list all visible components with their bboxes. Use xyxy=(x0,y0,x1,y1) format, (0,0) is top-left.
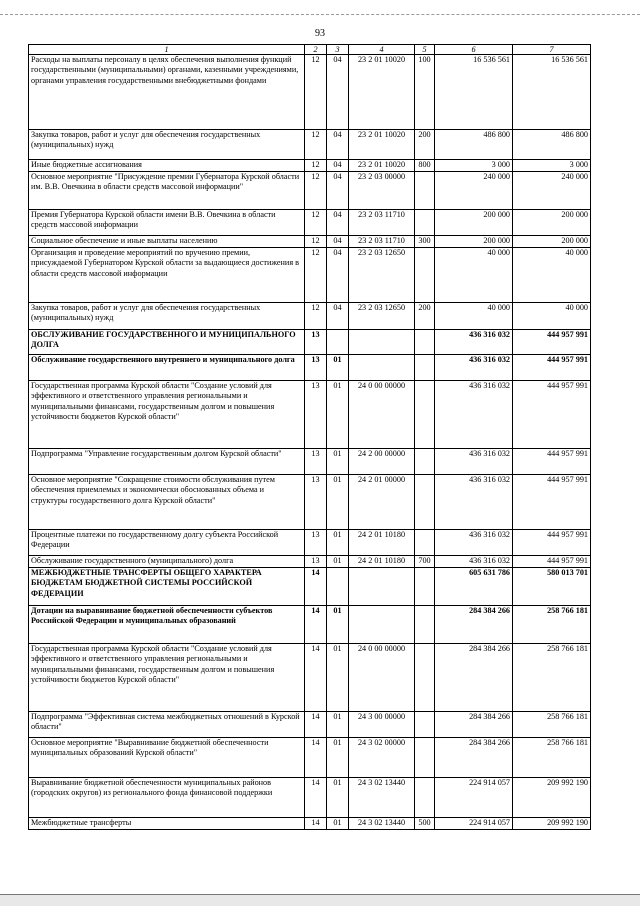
expense-type-cell xyxy=(415,475,435,530)
table-row xyxy=(29,172,591,210)
section-code-cell: 12 xyxy=(305,303,327,330)
row-name-cell: МЕЖБЮДЖЕТНЫЕ ТРАНСФЕРТЫ ОБЩЕГО ХАРАКТЕРА БЮДЖЕТАМ БЮДЖЕТНОЙ СИСТЕМЫ РОССИЙСКОЙ ФЕДЕРАЦИИ xyxy=(29,568,305,606)
table-row xyxy=(29,738,591,778)
row-name-cell: Основное мероприятие "Сокращение стоимости обслуживания путем обеспечения приемлемых и экономически обоснованных объема и структуры государственного долга Курской области" xyxy=(29,475,305,530)
expense-type-cell: 200 xyxy=(415,130,435,160)
section-code-cell: 12 xyxy=(305,160,327,172)
row-name-cell: ОБСЛУЖИВАНИЕ ГОСУДАРСТВЕННОГО И МУНИЦИПАЛЬНОГО ДОЛГА xyxy=(29,330,305,355)
column-header: 2 xyxy=(305,45,327,55)
row-name-cell: Государственная программа Курской области "Создание условий для эффективного и ответственного управления региональными и муниципальными финансами, государственным долгом и повышения устойчивости бюджетов Курской области" xyxy=(29,644,305,712)
amount-year2-cell: 209 992 190 xyxy=(513,818,591,830)
row-name-cell: Выравнивание бюджетной обеспеченности муниципальных районов (городских округов) из регионального фонда финансовой поддержки xyxy=(29,778,305,818)
target-article-cell: 24 0 00 00000 xyxy=(349,644,415,712)
section-code-cell: 14 xyxy=(305,818,327,830)
subsection-code-cell: 04 xyxy=(327,236,349,248)
amount-year2-cell: 258 766 181 xyxy=(513,738,591,778)
row-name-cell: Государственная программа Курской области "Создание условий для эффективного и ответственного управления региональными и муниципальными финансами, государственным долгом и повышения устойчивости бюджетов Курской области" xyxy=(29,381,305,449)
section-code-cell: 14 xyxy=(305,712,327,738)
target-article-cell: 23 2 03 00000 xyxy=(349,172,415,210)
row-name-cell: Обслуживание государственного внутреннего и муниципального долга xyxy=(29,355,305,381)
expense-type-cell xyxy=(415,355,435,381)
column-header: 6 xyxy=(435,45,513,55)
expense-type-cell: 100 xyxy=(415,55,435,130)
scan-bottom-edge xyxy=(0,894,640,906)
subsection-code-cell: 04 xyxy=(327,130,349,160)
subsection-code-cell: 01 xyxy=(327,475,349,530)
target-article-cell: 23 2 01 10020 xyxy=(349,160,415,172)
target-article-cell xyxy=(349,355,415,381)
expense-type-cell xyxy=(415,712,435,738)
subsection-code-cell: 01 xyxy=(327,712,349,738)
budget-table xyxy=(28,44,591,830)
amount-year1-cell: 436 316 032 xyxy=(435,449,513,475)
target-article-cell: 23 2 03 11710 xyxy=(349,236,415,248)
section-code-cell: 13 xyxy=(305,330,327,355)
target-article-cell: 23 2 01 10020 xyxy=(349,130,415,160)
target-article-cell: 24 2 01 10180 xyxy=(349,556,415,568)
amount-year2-cell: 258 766 181 xyxy=(513,644,591,712)
table-row xyxy=(29,644,591,712)
target-article-cell: 24 2 01 00000 xyxy=(349,475,415,530)
amount-year2-cell: 444 957 991 xyxy=(513,330,591,355)
expense-type-cell xyxy=(415,606,435,644)
table-row xyxy=(29,778,591,818)
row-name-cell: Социальное обеспечение и иные выплаты населению xyxy=(29,236,305,248)
amount-year1-cell: 284 384 266 xyxy=(435,738,513,778)
amount-year1-cell: 436 316 032 xyxy=(435,355,513,381)
section-code-cell: 13 xyxy=(305,449,327,475)
expense-type-cell xyxy=(415,330,435,355)
amount-year2-cell: 486 800 xyxy=(513,130,591,160)
section-code-cell: 12 xyxy=(305,248,327,303)
table-row xyxy=(29,818,591,830)
table-row xyxy=(29,210,591,236)
subsection-code-cell: 01 xyxy=(327,738,349,778)
expense-type-cell xyxy=(415,172,435,210)
table-row xyxy=(29,55,591,130)
table-row xyxy=(29,712,591,738)
section-code-cell: 13 xyxy=(305,556,327,568)
table-row xyxy=(29,530,591,556)
amount-year2-cell: 200 000 xyxy=(513,236,591,248)
table-row xyxy=(29,449,591,475)
row-name-cell: Закупка товаров, работ и услуг для обеспечения государственных (муниципальных) нужд xyxy=(29,303,305,330)
expense-type-cell xyxy=(415,530,435,556)
amount-year2-cell: 200 000 xyxy=(513,210,591,236)
amount-year2-cell: 444 957 991 xyxy=(513,381,591,449)
subsection-code-cell: 04 xyxy=(327,55,349,130)
amount-year1-cell: 200 000 xyxy=(435,236,513,248)
expense-type-cell xyxy=(415,449,435,475)
subsection-code-cell: 01 xyxy=(327,381,349,449)
expense-type-cell xyxy=(415,210,435,236)
subsection-code-cell: 04 xyxy=(327,210,349,236)
amount-year2-cell: 258 766 181 xyxy=(513,712,591,738)
subsection-code-cell xyxy=(327,568,349,606)
target-article-cell: 24 3 02 13440 xyxy=(349,778,415,818)
section-code-cell: 14 xyxy=(305,606,327,644)
subsection-code-cell: 04 xyxy=(327,172,349,210)
table-row xyxy=(29,606,591,644)
section-code-cell: 12 xyxy=(305,236,327,248)
amount-year1-cell: 284 384 266 xyxy=(435,644,513,712)
section-code-cell: 13 xyxy=(305,381,327,449)
row-name-cell: Подпрограмма "Эффективная система межбюджетных отношений в Курской области" xyxy=(29,712,305,738)
target-article-cell: 23 2 01 10020 xyxy=(349,55,415,130)
expense-type-cell xyxy=(415,568,435,606)
row-name-cell: Обслуживание государственного (муниципального) долга xyxy=(29,556,305,568)
target-article-cell: 24 2 00 00000 xyxy=(349,449,415,475)
target-article-cell: 24 3 02 00000 xyxy=(349,738,415,778)
section-code-cell: 13 xyxy=(305,475,327,530)
table-row xyxy=(29,160,591,172)
amount-year2-cell: 40 000 xyxy=(513,303,591,330)
section-code-cell: 12 xyxy=(305,172,327,210)
subsection-code-cell xyxy=(327,330,349,355)
amount-year2-cell: 258 766 181 xyxy=(513,606,591,644)
column-header: 1 xyxy=(29,45,305,55)
expense-type-cell: 800 xyxy=(415,160,435,172)
subsection-code-cell: 04 xyxy=(327,248,349,303)
expense-type-cell: 700 xyxy=(415,556,435,568)
table-header-row xyxy=(29,45,591,55)
table-row xyxy=(29,130,591,160)
subsection-code-cell: 04 xyxy=(327,303,349,330)
column-header: 4 xyxy=(349,45,415,55)
row-name-cell: Дотации на выравнивание бюджетной обеспеченности субъектов Российской Федерации и муниципальных образований xyxy=(29,606,305,644)
subsection-code-cell: 01 xyxy=(327,778,349,818)
row-name-cell: Основное мероприятие "Присуждение премии Губернатора Курской области им. В.В. Овечкина в области средств массовой информации" xyxy=(29,172,305,210)
section-code-cell: 12 xyxy=(305,55,327,130)
amount-year2-cell: 444 957 991 xyxy=(513,530,591,556)
row-name-cell: Премия Губернатора Курской области имени В.В. Овечкина в области средств массовой информации xyxy=(29,210,305,236)
target-article-cell: 24 3 02 13440 xyxy=(349,818,415,830)
row-name-cell: Организация и проведение мероприятий по вручению премии, присуждаемой Губернатором Курской области за выдающиеся достижения в области средств массовой информации xyxy=(29,248,305,303)
subsection-code-cell: 01 xyxy=(327,818,349,830)
expense-type-cell: 500 xyxy=(415,818,435,830)
amount-year1-cell: 486 800 xyxy=(435,130,513,160)
section-code-cell: 14 xyxy=(305,568,327,606)
row-name-cell: Закупка товаров, работ и услуг для обеспечения государственных (муниципальных) нужд xyxy=(29,130,305,160)
scan-top-edge xyxy=(0,14,640,15)
target-article-cell xyxy=(349,568,415,606)
row-name-cell: Иные бюджетные ассигнования xyxy=(29,160,305,172)
expense-type-cell xyxy=(415,778,435,818)
section-code-cell: 14 xyxy=(305,644,327,712)
amount-year2-cell: 444 957 991 xyxy=(513,449,591,475)
table-row xyxy=(29,381,591,449)
section-code-cell: 14 xyxy=(305,738,327,778)
amount-year1-cell: 224 914 057 xyxy=(435,778,513,818)
amount-year1-cell: 40 000 xyxy=(435,303,513,330)
amount-year2-cell: 444 957 991 xyxy=(513,475,591,530)
table-row xyxy=(29,303,591,330)
target-article-cell xyxy=(349,330,415,355)
column-header: 5 xyxy=(415,45,435,55)
amount-year1-cell: 436 316 032 xyxy=(435,556,513,568)
target-article-cell: 24 2 01 10180 xyxy=(349,530,415,556)
amount-year2-cell: 40 000 xyxy=(513,248,591,303)
expense-type-cell: 200 xyxy=(415,303,435,330)
subsection-code-cell: 01 xyxy=(327,355,349,381)
section-code-cell: 12 xyxy=(305,130,327,160)
subsection-code-cell: 01 xyxy=(327,644,349,712)
expense-type-cell xyxy=(415,381,435,449)
amount-year1-cell: 240 000 xyxy=(435,172,513,210)
amount-year1-cell: 16 536 561 xyxy=(435,55,513,130)
table-row xyxy=(29,475,591,530)
expense-type-cell xyxy=(415,738,435,778)
amount-year1-cell: 40 000 xyxy=(435,248,513,303)
column-header: 7 xyxy=(513,45,591,55)
amount-year1-cell: 284 384 266 xyxy=(435,712,513,738)
amount-year1-cell: 436 316 032 xyxy=(435,530,513,556)
table-row xyxy=(29,330,591,355)
table-row xyxy=(29,355,591,381)
target-article-cell: 23 2 03 12650 xyxy=(349,248,415,303)
amount-year1-cell: 284 384 266 xyxy=(435,606,513,644)
amount-year1-cell: 605 631 786 xyxy=(435,568,513,606)
expense-type-cell xyxy=(415,644,435,712)
expense-type-cell: 300 xyxy=(415,236,435,248)
target-article-cell: 23 2 03 12650 xyxy=(349,303,415,330)
expense-type-cell xyxy=(415,248,435,303)
amount-year2-cell: 209 992 190 xyxy=(513,778,591,818)
amount-year2-cell: 16 536 561 xyxy=(513,55,591,130)
amount-year1-cell: 224 914 057 xyxy=(435,818,513,830)
target-article-cell xyxy=(349,606,415,644)
table-row xyxy=(29,248,591,303)
subsection-code-cell: 01 xyxy=(327,530,349,556)
table-row xyxy=(29,568,591,606)
amount-year2-cell: 444 957 991 xyxy=(513,556,591,568)
column-header: 3 xyxy=(327,45,349,55)
page-number: 93 xyxy=(315,28,325,39)
amount-year1-cell: 436 316 032 xyxy=(435,475,513,530)
subsection-code-cell: 01 xyxy=(327,556,349,568)
row-name-cell: Расходы на выплаты персоналу в целях обеспечения выполнения функций государственными (муниципальными) органами, казенными учреждениями, органами управления государственными внебюджетными фондами xyxy=(29,55,305,130)
amount-year1-cell: 436 316 032 xyxy=(435,381,513,449)
subsection-code-cell: 01 xyxy=(327,449,349,475)
row-name-cell: Основное мероприятие "Выравнивание бюджетной обеспеченности муниципальных образований Курской области" xyxy=(29,738,305,778)
target-article-cell: 23 2 03 11710 xyxy=(349,210,415,236)
subsection-code-cell: 04 xyxy=(327,160,349,172)
amount-year1-cell: 3 000 xyxy=(435,160,513,172)
row-name-cell: Процентные платежи по государственному долгу субъекта Российской Федерации xyxy=(29,530,305,556)
target-article-cell: 24 0 00 00000 xyxy=(349,381,415,449)
table-row xyxy=(29,236,591,248)
section-code-cell: 14 xyxy=(305,778,327,818)
amount-year1-cell: 200 000 xyxy=(435,210,513,236)
amount-year2-cell: 580 013 701 xyxy=(513,568,591,606)
section-code-cell: 13 xyxy=(305,355,327,381)
target-article-cell: 24 3 00 00000 xyxy=(349,712,415,738)
amount-year2-cell: 444 957 991 xyxy=(513,355,591,381)
section-code-cell: 13 xyxy=(305,530,327,556)
table-row xyxy=(29,556,591,568)
amount-year2-cell: 3 000 xyxy=(513,160,591,172)
row-name-cell: Межбюджетные трансферты xyxy=(29,818,305,830)
subsection-code-cell: 01 xyxy=(327,606,349,644)
section-code-cell: 12 xyxy=(305,210,327,236)
amount-year2-cell: 240 000 xyxy=(513,172,591,210)
row-name-cell: Подпрограмма "Управление государственным долгом Курской области" xyxy=(29,449,305,475)
amount-year1-cell: 436 316 032 xyxy=(435,330,513,355)
